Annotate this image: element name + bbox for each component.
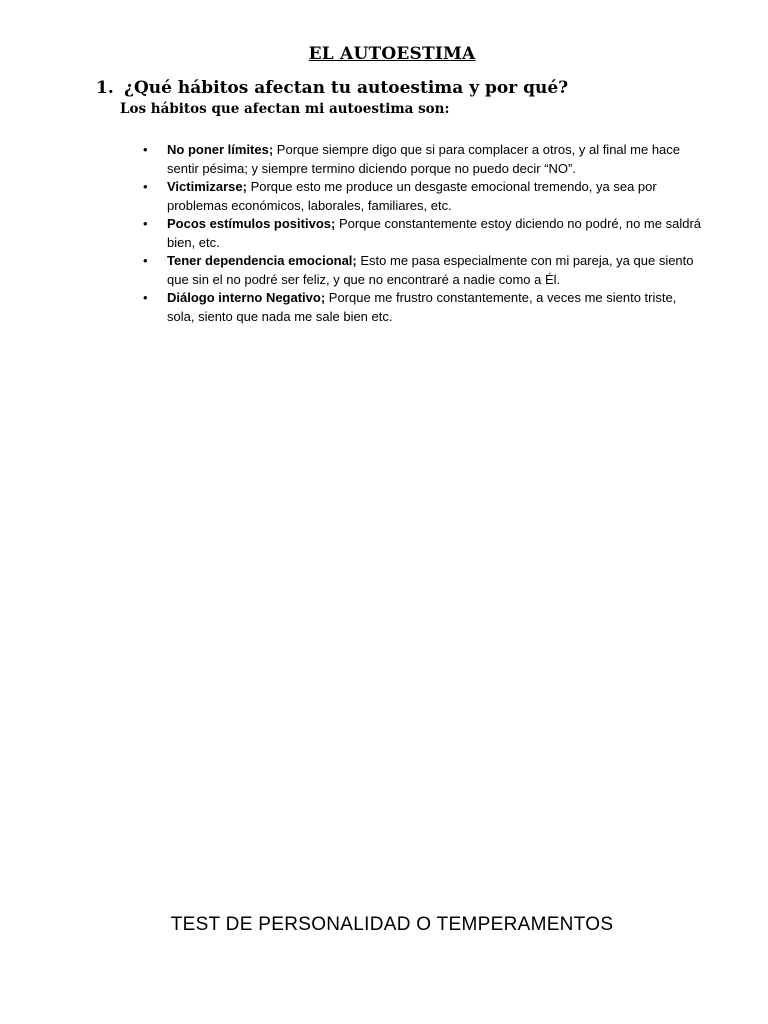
question-heading [96, 78, 568, 98]
habit-description: Porque me frustro constantemente, a veces me siento triste, sola, siento que nada me sale bien etc. [167, 290, 677, 324]
habit-term: Tener dependencia emocional; [167, 253, 357, 268]
bullet-icon: • [143, 290, 148, 305]
habit-description: Porque siempre digo que si para complacer a otros, y al final me hace sentir pésima; y siempre termino diciendo porque no puedo decir “NO”. [167, 142, 681, 176]
list-item [143, 178, 703, 215]
habit-term: No poner límites; [167, 142, 274, 157]
list-item [143, 215, 703, 252]
list-item [143, 252, 703, 289]
habit-description: Porque esto me produce un desgaste emocional tremendo, ya sea por problemas económicos, laborales, familiares, etc. [167, 179, 657, 213]
bullet-icon: • [143, 216, 148, 231]
question-text: ¿Qué hábitos afectan tu autoestima y por qué? [124, 78, 569, 98]
bullet-icon: • [143, 142, 148, 157]
question-number: 1. [96, 78, 114, 98]
habit-description: Esto me pasa especialmente con mi pareja, ya que siento que sin el no podré ser feliz, y que no encontraré a nadie como a Él. [167, 253, 694, 287]
document-title: EL AUTOESTIMA [308, 44, 476, 64]
habits-subheading: Los hábitos que afectan mi autoestima son: [120, 101, 450, 117]
habit-description: Porque constantemente estoy diciendo no podré, no me saldrá bien, etc. [167, 216, 702, 250]
habits-list [143, 141, 703, 326]
personality-test-heading: TEST DE PERSONALIDAD O TEMPERAMENTOS [170, 914, 614, 935]
list-item [143, 141, 703, 178]
habit-term: Diálogo interno Negativo; [167, 290, 326, 305]
habit-term: Victimizarse; [167, 179, 247, 194]
habit-term: Pocos estímulos positivos; [167, 216, 336, 231]
bullet-icon: • [143, 253, 148, 268]
bullet-icon: • [143, 179, 148, 194]
list-item [143, 289, 703, 326]
